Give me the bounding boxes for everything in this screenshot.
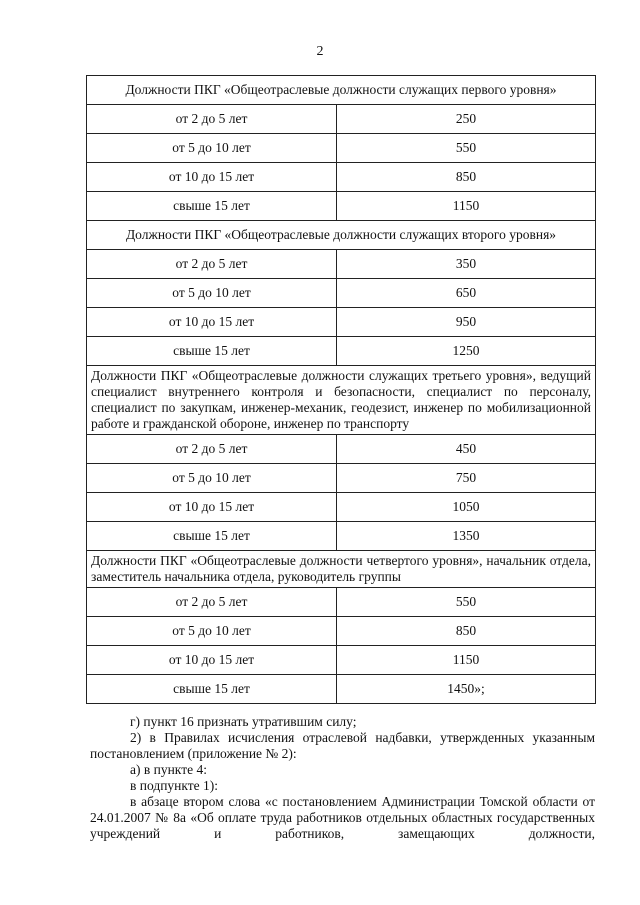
table-row xyxy=(87,250,596,279)
period-cell: свыше 15 лет xyxy=(87,522,337,551)
amount-cell: 1150 xyxy=(337,192,596,221)
table-row xyxy=(87,192,596,221)
table-row xyxy=(87,464,596,493)
period-cell: свыше 15 лет xyxy=(87,192,337,221)
paragraph: а) в пункте 4: xyxy=(130,762,207,777)
amount-cell: 550 xyxy=(337,134,596,163)
table-row xyxy=(87,675,596,704)
period-cell: свыше 15 лет xyxy=(87,675,337,704)
period-cell: от 2 до 5 лет xyxy=(87,105,337,134)
table-row xyxy=(87,337,596,366)
group-header: Должности ПКГ «Общеотраслевые должности служащих первого уровня» xyxy=(87,76,596,105)
table-row xyxy=(87,134,596,163)
period-cell: от 2 до 5 лет xyxy=(87,588,337,617)
amount-cell: 850 xyxy=(337,617,596,646)
amount-cell: 750 xyxy=(337,464,596,493)
table-row xyxy=(87,522,596,551)
group-header: Должности ПКГ «Общеотраслевые должности четвертого уровня», начальник отдела, заместитель начальника отдела, руководитель группы xyxy=(87,551,596,588)
table-row xyxy=(87,279,596,308)
amount-cell: 1250 xyxy=(337,337,596,366)
amount-cell: 850 xyxy=(337,163,596,192)
group-header: Должности ПКГ «Общеотраслевые должности служащих второго уровня» xyxy=(87,221,596,250)
page-number: 2 xyxy=(316,44,324,59)
table-row xyxy=(87,493,596,522)
period-cell: от 2 до 5 лет xyxy=(87,250,337,279)
period-cell: от 5 до 10 лет xyxy=(87,279,337,308)
allowance-table xyxy=(86,75,596,704)
amount-cell: 650 xyxy=(337,279,596,308)
paragraph: г) пункт 16 признать утратившим силу; xyxy=(130,714,357,729)
document-body xyxy=(90,714,595,842)
table-row xyxy=(87,105,596,134)
amount-cell: 1450»; xyxy=(337,675,596,704)
table-row xyxy=(87,646,596,675)
amount-cell: 350 xyxy=(337,250,596,279)
paragraph: 2) в Правилах исчисления отраслевой надбавки, утвержденных указанным постановлением (приложение № 2): xyxy=(90,730,595,761)
table-row xyxy=(87,435,596,464)
amount-cell: 1050 xyxy=(337,493,596,522)
period-cell: от 5 до 10 лет xyxy=(87,134,337,163)
period-cell: от 5 до 10 лет xyxy=(87,617,337,646)
period-cell: от 2 до 5 лет xyxy=(87,435,337,464)
paragraph: в подпункте 1): xyxy=(130,778,219,793)
period-cell: от 10 до 15 лет xyxy=(87,308,337,337)
table-row xyxy=(87,617,596,646)
amount-cell: 950 xyxy=(337,308,596,337)
amount-cell: 250 xyxy=(337,105,596,134)
table-row xyxy=(87,588,596,617)
period-cell: от 10 до 15 лет xyxy=(87,163,337,192)
paragraph: в абзаце втором слова «с постановлением Администрации Томской области от 24.01.2007 № 8а «Об оплате труда работников отдельных областных государственных учреждений и работников, замещающих должности, xyxy=(90,794,595,841)
amount-cell: 550 xyxy=(337,588,596,617)
amount-cell: 1150 xyxy=(337,646,596,675)
period-cell: от 10 до 15 лет xyxy=(87,493,337,522)
period-cell: от 5 до 10 лет xyxy=(87,464,337,493)
period-cell: свыше 15 лет xyxy=(87,337,337,366)
table-row xyxy=(87,308,596,337)
amount-cell: 1350 xyxy=(337,522,596,551)
amount-cell: 450 xyxy=(337,435,596,464)
table-row xyxy=(87,163,596,192)
group-header: Должности ПКГ «Общеотраслевые должности служащих третьего уровня», ведущий специалист внутреннего контроля и безопасности, специалист по персоналу, специалист по закупкам, инженер-механик, геодезист, инженер по мобилизационной работе и гражданской обороне, инженер по транспорту xyxy=(87,366,596,435)
period-cell: от 10 до 15 лет xyxy=(87,646,337,675)
